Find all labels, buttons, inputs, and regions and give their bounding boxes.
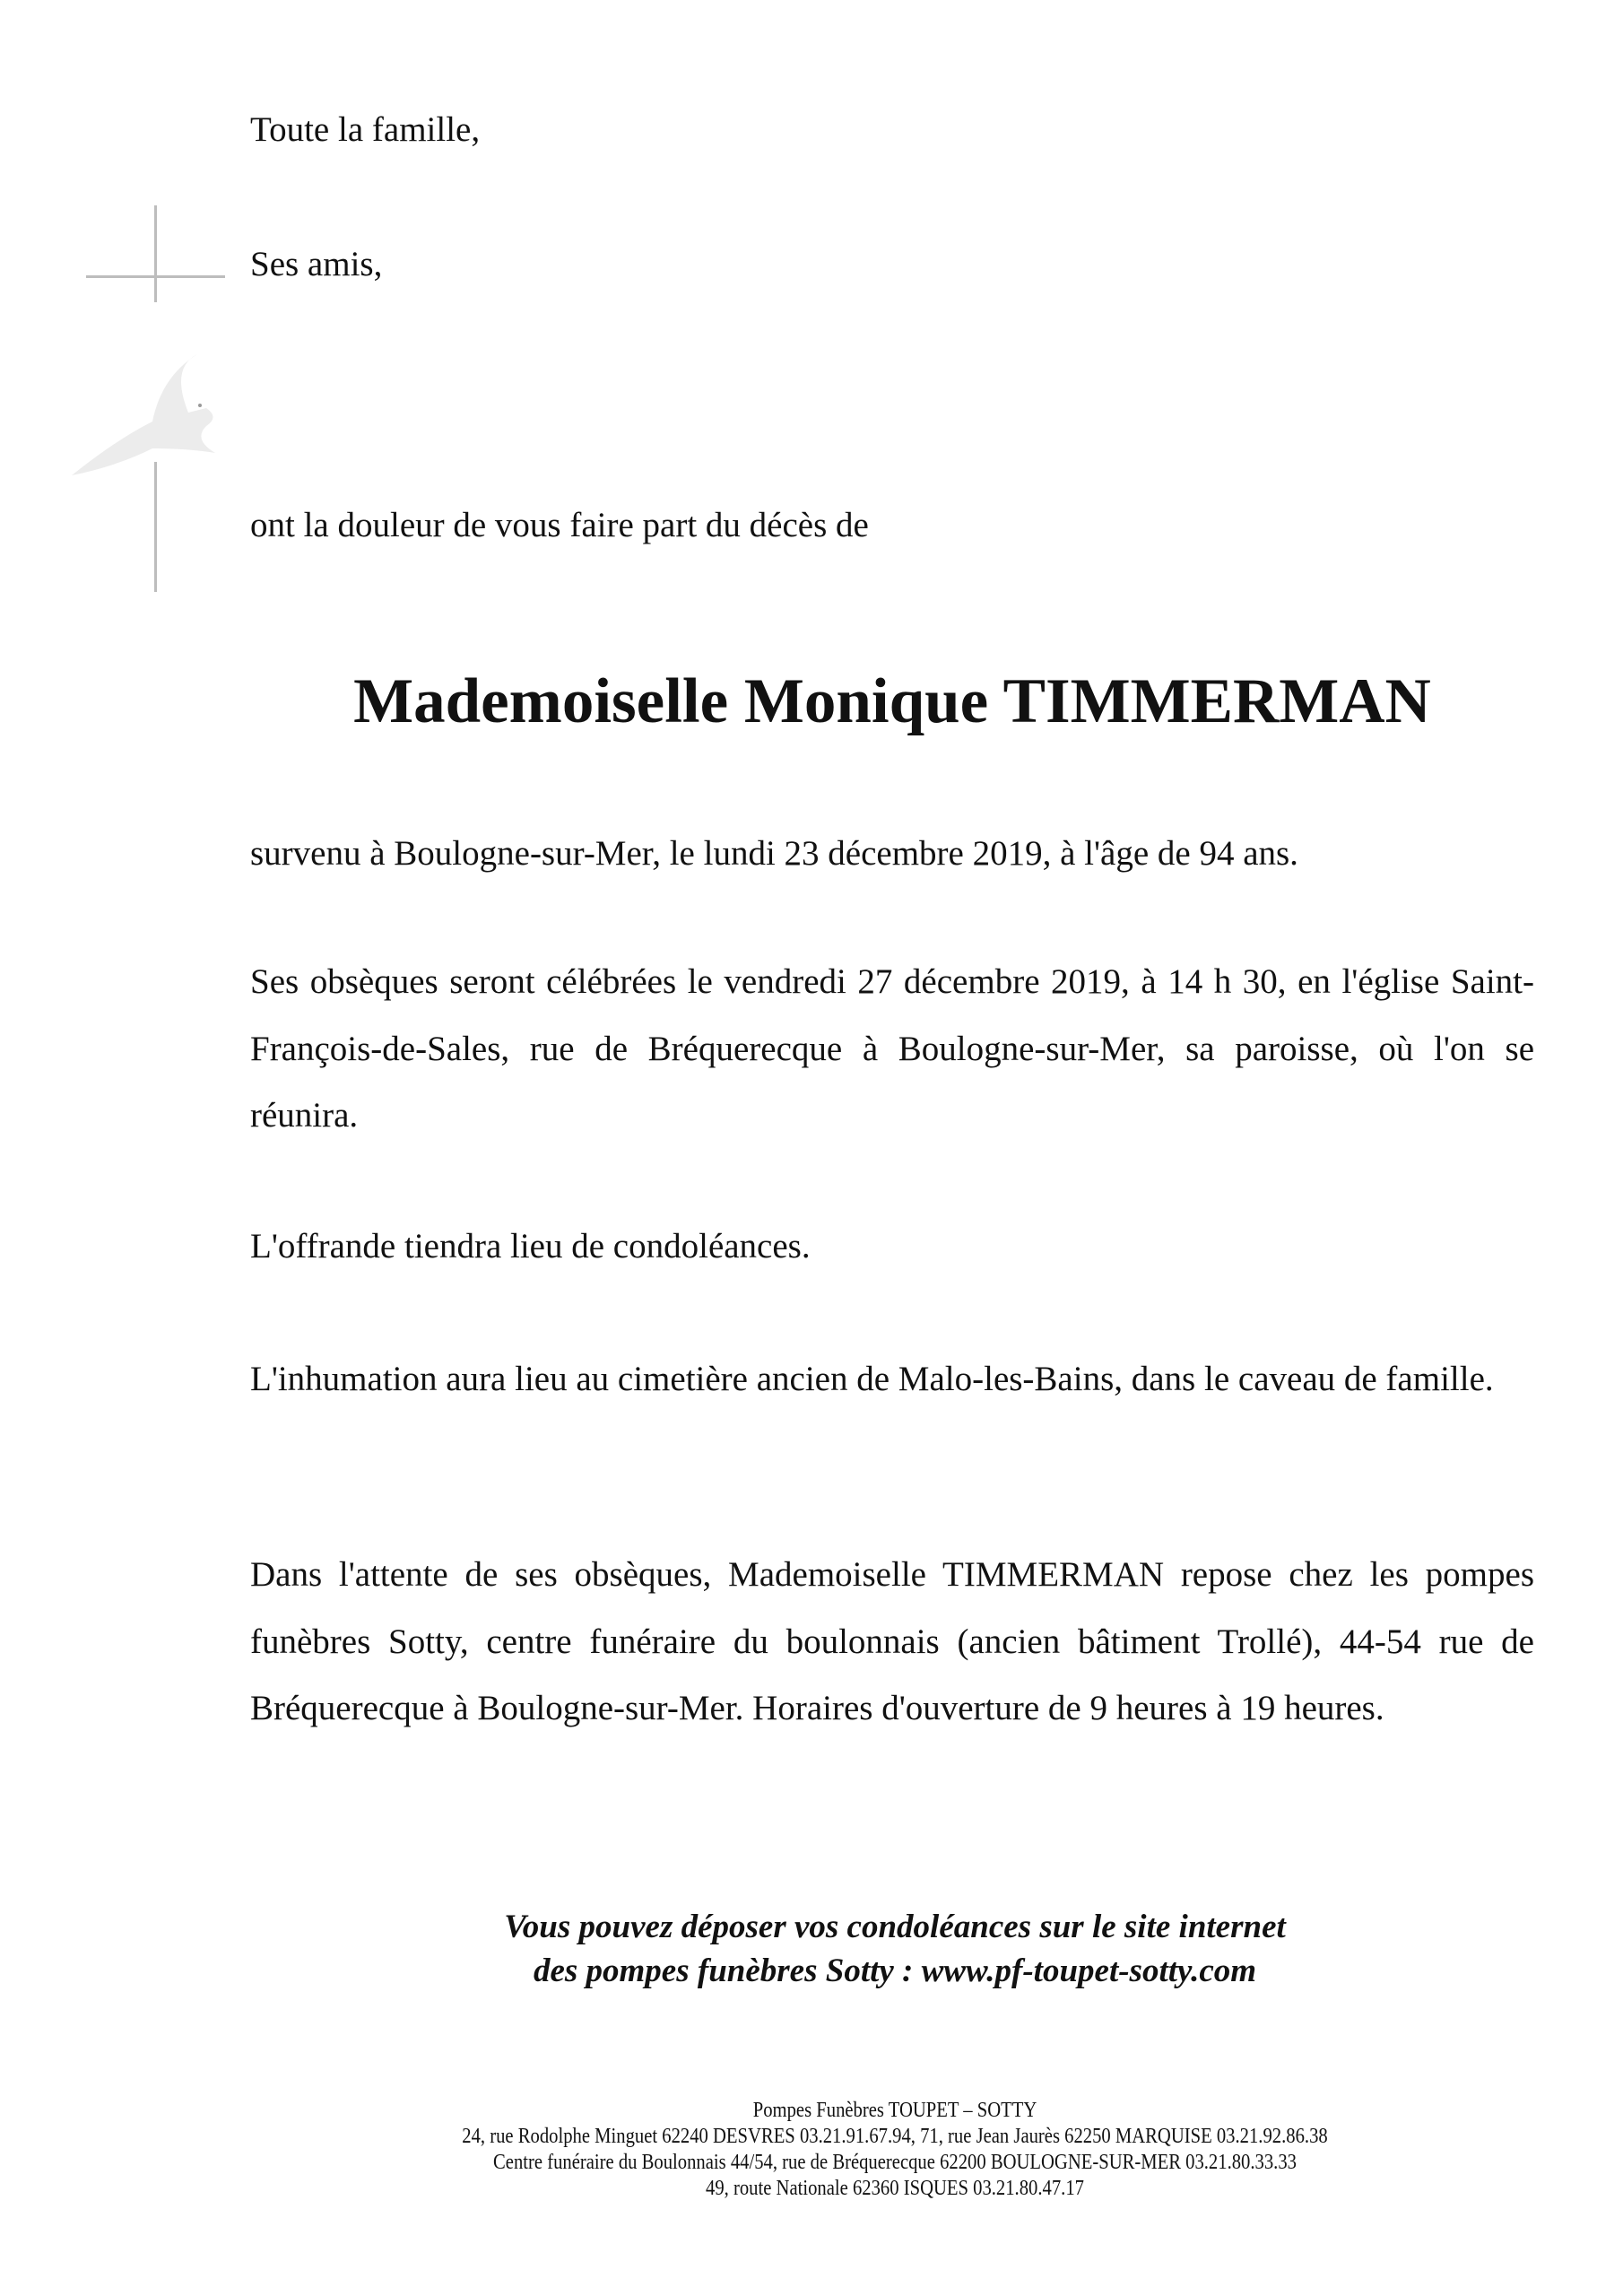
opening-line-friends: Ses amis, — [250, 245, 383, 283]
opening-line-announcement: ont la douleur de vous faire part du décès de — [250, 506, 869, 544]
rest-details: Dans l'attente de ses obsèques, Mademoiselle TIMMERMAN repose chez les pompes funèbres Sotty, centre funéraire du boulonnais (ancien bâtiment Trollé), 44-54 rue de Bréquerecque à Boulogne-sur-Mer. Horaires d'ouverture de 9 heures à 19 heures. — [250, 1555, 1534, 1727]
condolence-line-2: des pompes funèbres Sotty : www.pf-toupet-sotty.com — [533, 1952, 1257, 1989]
opening-line-family: Toute la famille, — [250, 110, 481, 149]
footer-address-3: 49, route Nationale 62360 ISQUES 03.21.80.47.17 — [706, 2177, 1084, 2200]
burial-details: L'inhumation aura lieu au cimetière ancien de Malo-les-Bains, dans le caveau de famille. — [250, 1360, 1494, 1398]
deceased-name: Mademoiselle Monique TIMMERMAN — [353, 666, 1431, 736]
footer-address-1: 24, rue Rodolphe Minguet 62240 DESVRES 03.21.91.67.94, 71, rue Jean Jaurès 62250 MARQUISE 03.21.92.86.38 — [462, 2125, 1328, 2148]
funeral-details: Ses obsèques seront célébrées le vendredi 27 décembre 2019, à 14 h 30, en l'église Saint-François-de-Sales, rue de Bréquerecque à Boulogne-sur-Mer, sa paroisse, où l'on se réunira. — [250, 962, 1534, 1135]
dove-icon — [63, 350, 242, 511]
footer-company: Pompes Funèbres TOUPET – SOTTY — [752, 2099, 1037, 2122]
death-details: survenu à Boulogne-sur-Mer, le lundi 23 décembre 2019, à l'âge de 94 ans. — [250, 834, 1298, 873]
cross-icon-vertical-top — [154, 205, 157, 302]
offering-note: L'offrande tiendra lieu de condoléances. — [250, 1227, 811, 1265]
condolence-line-1: Vous pouvez déposer vos condoléances sur le site internet — [504, 1909, 1286, 1945]
footer-contact — [0, 2098, 1623, 2202]
cross-icon-horizontal — [86, 275, 225, 278]
footer-address-2: Centre funéraire du Boulonnais 44/54, rue de Bréquerecque 62200 BOULOGNE-SUR-MER 03.21.80.33.33 — [493, 2151, 1297, 2174]
condolence-notice — [0, 1905, 1623, 1993]
